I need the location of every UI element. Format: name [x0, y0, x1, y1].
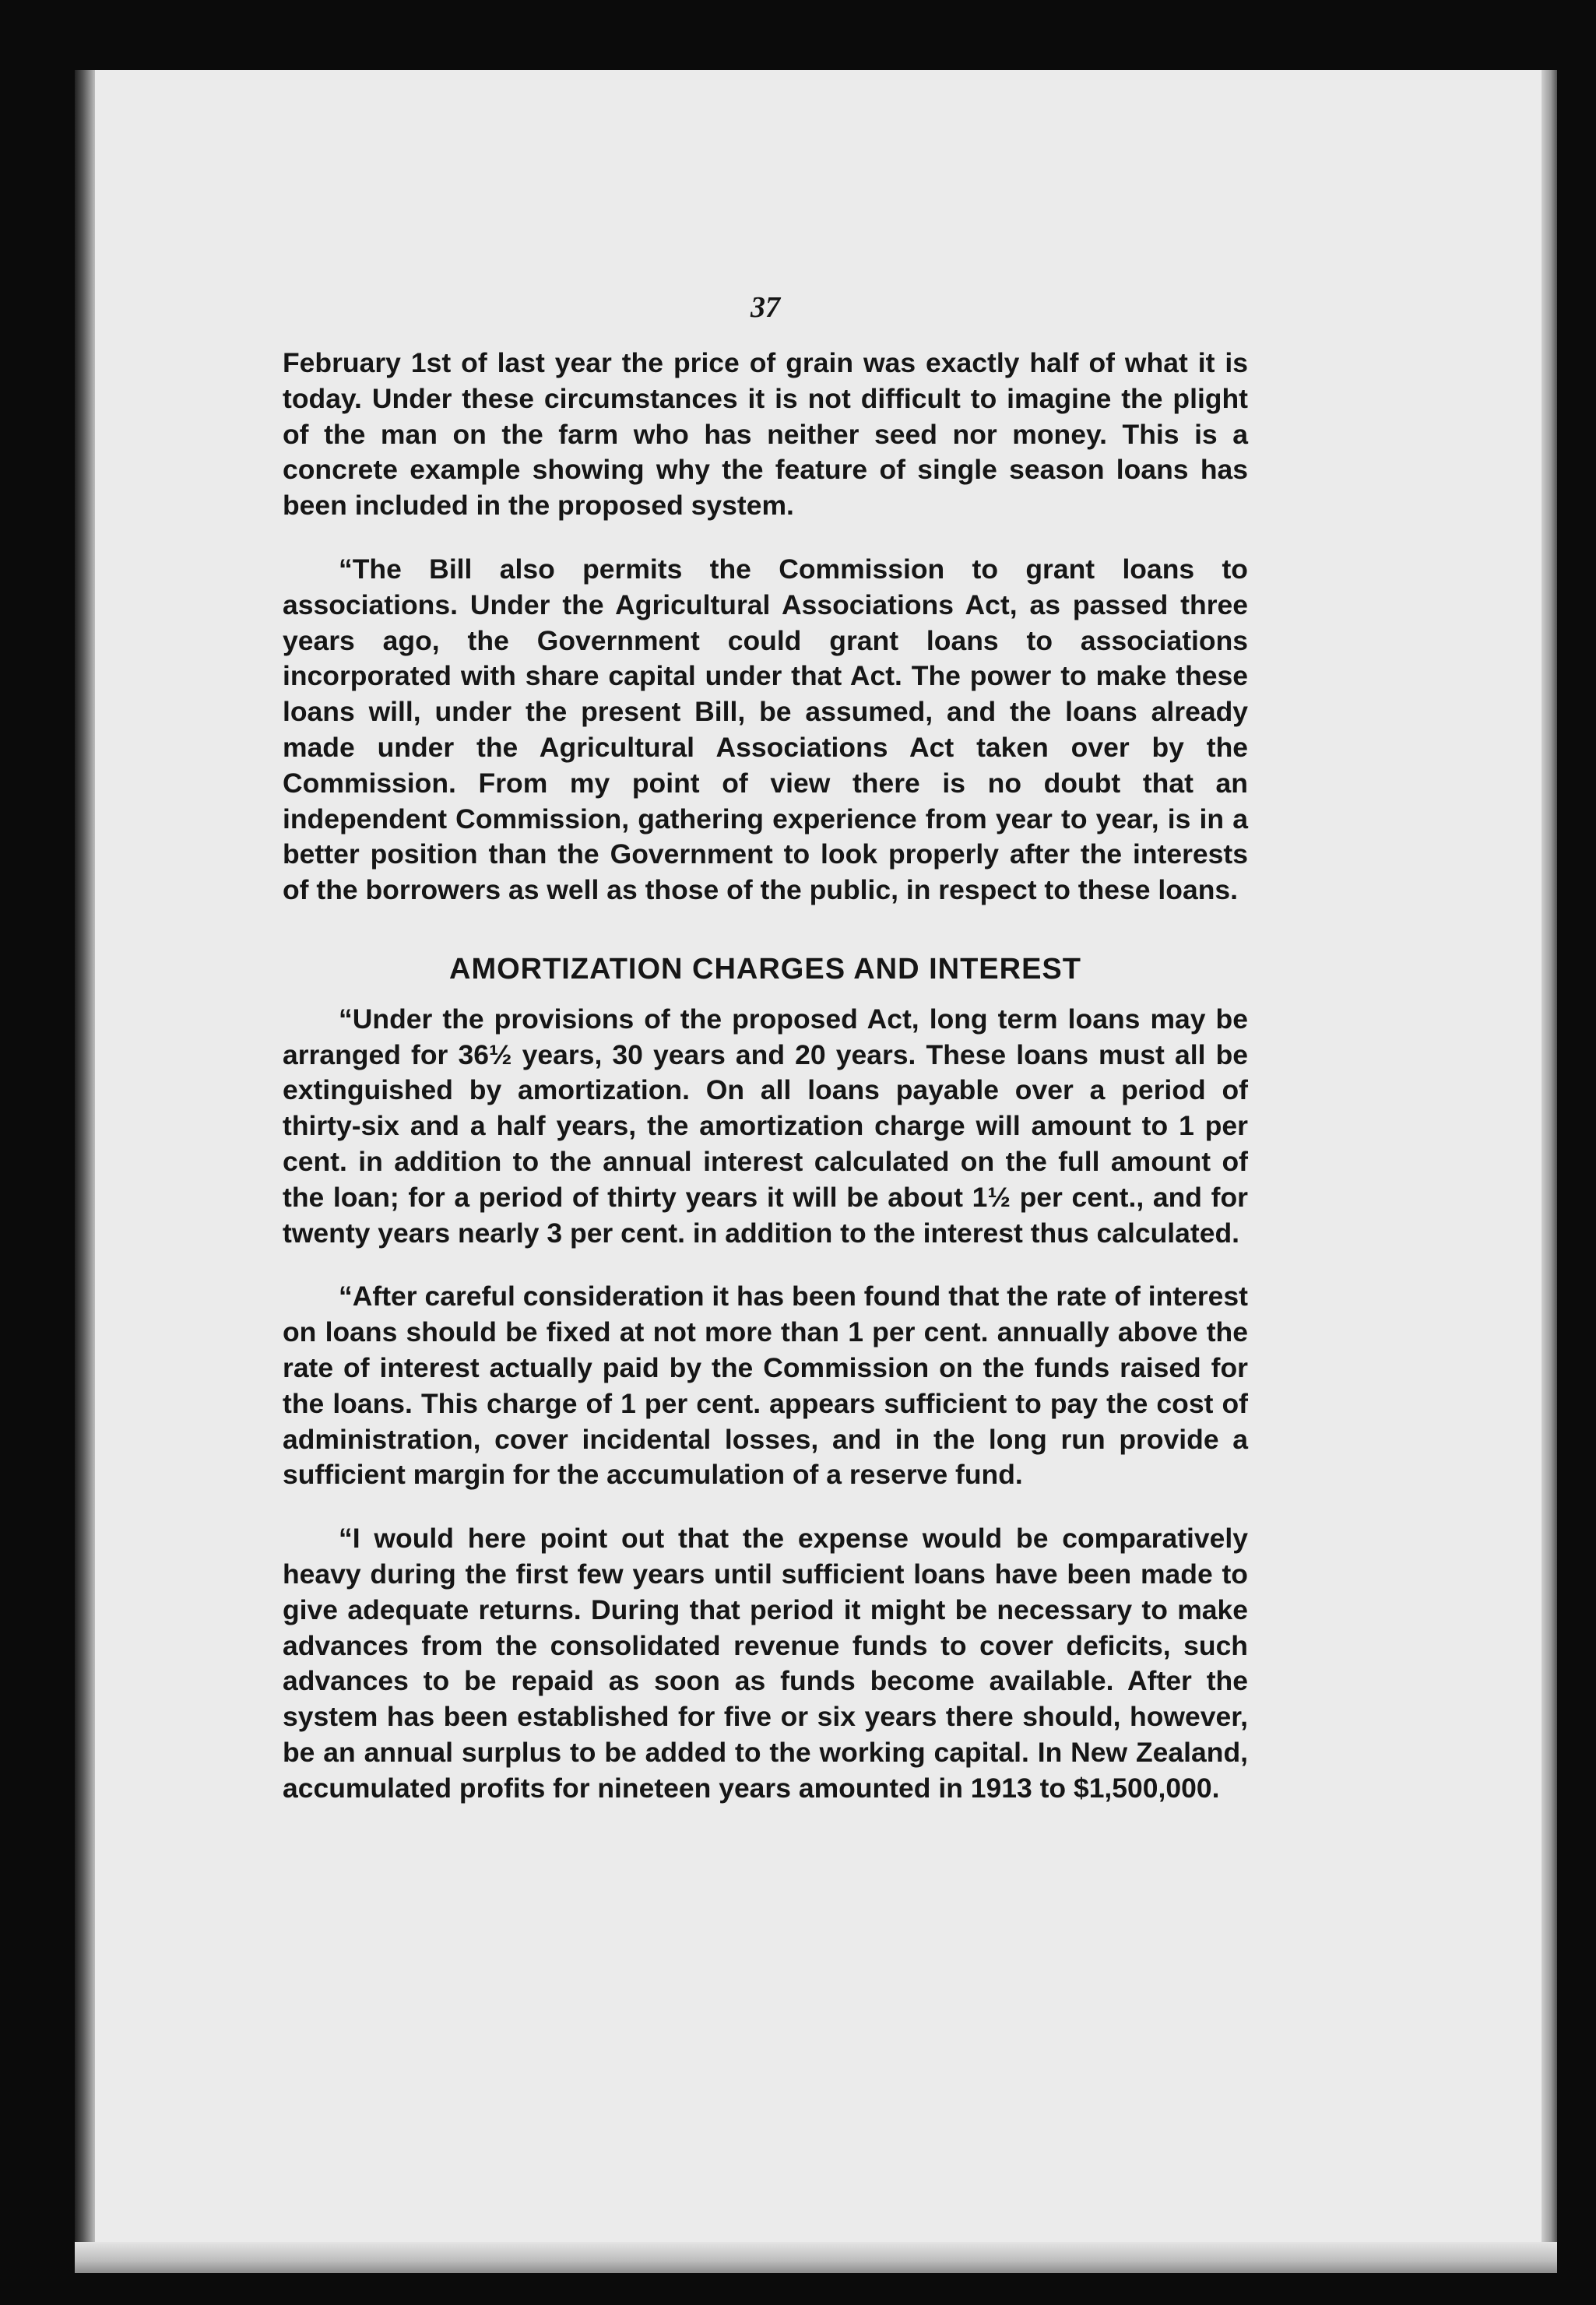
page-number: 37 — [751, 291, 780, 324]
section-heading: AMORTIZATION CHARGES AND INTEREST — [449, 952, 1081, 986]
paragraph: “After careful consideration it has been found that the rate of interest on loans should be fixed at not more than 1 per cent. annually above the rate of interest actually paid by the Commission on the funds raised for the loans. This charge of 1 per cent. appears sufficient to pay the cost of administration, cover incidental losses, and in the long run provide a sufficient margin for the accumulation of a reserve fund. — [283, 1281, 1248, 1491]
paragraph: February 1st of last year the price of grain was exactly half of what it is today. Under these circumstances it is not difficult to imagine the plight of the man on the farm who has neither seed nor money. This is a concrete example showing why the feature of single season loans has been included in the proposed system. — [283, 347, 1248, 522]
page-bottom-edge — [75, 2242, 1557, 2273]
paragraph: “The Bill also permits the Commission to grant loans to associations. Under the Agricultural Associations Act, as passed three years ago, the Government could grant loans to associations incorporated with share capital under that Act. The power to make these loans will, under the present Bill, be assumed, and the loans already made under the Agricultural Associations Act taken over by the Commission. From my point of view there is no doubt that an independent Commission, gathering experience from year to year, is in a better position than the Government to look properly after the interests of the borrowers as well as those of the public, in respect to these loans. — [283, 553, 1248, 906]
page-right-edge — [1542, 70, 1557, 2273]
page-text — [283, 288, 1248, 1834]
paragraph: “Under the provisions of the proposed Act, long term loans may be arranged for 36½ years, 30 years and 20 years. These loans must all be extinguished by amortization. On all loans payable over a period of thirty-six and a half years, the amortization charge will amount to 1 per cent. in addition to the annual interest calculated on the full amount of the loan; for a period of thirty years it will be about 1½ per cent., and for twenty years nearly 3 per cent. in addition to the interest thus calculated. — [283, 1003, 1248, 1249]
paragraph: “I would here point out that the expense would be comparatively heavy during the first few years until sufficient loans have been made to give adequate returns. During that period it might be necessary to make advances from the consolidated revenue funds to cover deficits, such advances to be repaid as soon as funds become available. After the system has been established for five or six years there should, however, be an annual surplus to be added to the working capital. In New Zealand, accumulated profits for nineteen years amounted in 1913 to $1,500,000. — [283, 1523, 1248, 1804]
page-binding-edge — [75, 70, 95, 2273]
